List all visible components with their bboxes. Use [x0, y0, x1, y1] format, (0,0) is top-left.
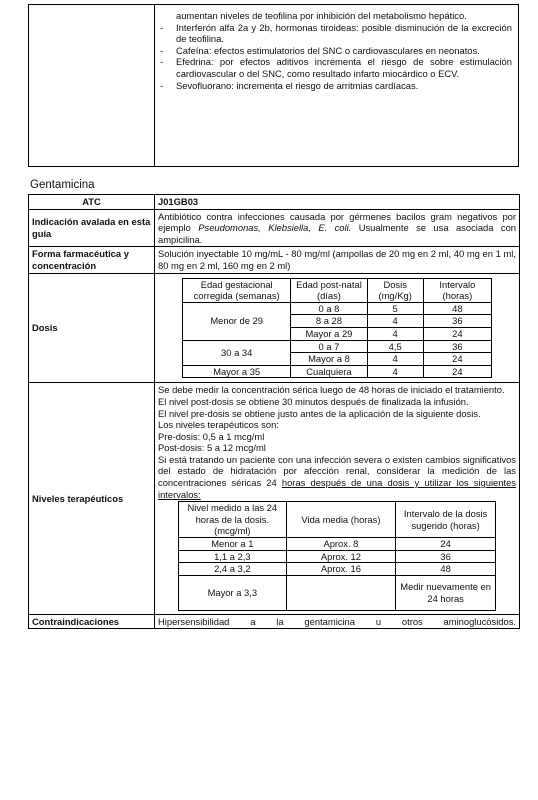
dosis-cell: 36	[423, 315, 491, 328]
dosis-cell: 4	[367, 315, 423, 328]
niveles-severe-text: Si está tratando un paciente con una infección severa o existen cambios significativos del estado de hidratación por afección renal, considerar la medición de las concentraciones séricas 24 horas después de una dosis y utilizar los siguientes intervalos:	[158, 453, 516, 500]
interaction-item: - Sevofluorano: incrementa el riesgo de arritmias cardíacas.	[160, 79, 419, 91]
niveles-cell: 1,1 a 2,3	[179, 550, 287, 563]
niveles-cell: Menor a 1	[179, 538, 287, 551]
atc-value: J01GB03	[155, 195, 520, 210]
niveles-line: El nivel pre-dosis se obtiene justo antes de la aplicación de la siguiente dosis.	[158, 407, 481, 419]
dosis-cell: 8 a 28	[291, 315, 367, 328]
form-label: Forma farmacéutica y concentración	[29, 247, 155, 273]
niveles-data-row	[179, 575, 496, 610]
dosis-cell: 5	[367, 302, 423, 315]
niveles-table	[178, 501, 496, 611]
dosis-cell: 4	[367, 365, 423, 378]
interactions-list	[160, 10, 512, 91]
niveles-cell: Aprox. 16	[286, 563, 396, 576]
niveles-cell: Aprox. 8	[286, 538, 396, 551]
niveles-data-row	[179, 538, 496, 551]
dosis-cell: 0 a 8	[291, 302, 367, 315]
niveles-label: Niveles terapéuticos	[29, 383, 155, 615]
niveles-line: Pre-dosis: 0,5 a 1 mcg/ml	[158, 430, 265, 442]
dosis-cell: 4,5	[367, 340, 423, 353]
drug-title: Gentamicina	[30, 179, 95, 191]
dosis-label: Dosis	[29, 273, 155, 383]
indication-text: Antibiótico contra infecciones causada por gérmenes bacilos gram negativos por ejemplo Pseudomonas, Klebsiella, E. coli. Usualmente se usa asociada con ampicilina.	[155, 209, 520, 247]
form-row	[29, 247, 520, 273]
contra-text: Hipersensibilidad a la gentamicina u otros aminoglucósidos.	[155, 614, 520, 629]
interaction-item: - Efedrina: por efectos aditivos incrementa el riesgo de sobre estimulación cardiovascular o del SNC, como resultado infarto miocárdico o ECV.	[160, 56, 512, 79]
niveles-cell: 24	[396, 538, 496, 551]
interaction-item: aumentan niveles de teofilina por inhibición del metabolismo hepático.	[176, 10, 467, 21]
niveles-data-row	[179, 550, 496, 563]
dosis-cell: Mayor a 8	[291, 353, 367, 366]
dosis-cell: 48	[423, 302, 491, 315]
dosis-header: Intervalo (horas)	[423, 278, 491, 302]
dosis-header: Dosis (mg/Kg)	[367, 278, 423, 302]
niveles-cell: 48	[396, 563, 496, 576]
niveles-line: Se debe medir la concentración sérica luego de 48 horas de iniciado el tratamiento.	[158, 384, 505, 396]
dosis-cell: 24	[423, 327, 491, 340]
dosis-gest-cell: Menor de 29	[183, 302, 291, 340]
dosis-cell: 4	[367, 327, 423, 340]
niveles-text	[155, 383, 520, 615]
dosis-cell: 4	[367, 353, 423, 366]
dosis-row-data	[183, 340, 492, 353]
dosis-row-data	[183, 302, 492, 315]
form-text: Solución inyectable 10 mg/mL - 80 mg/ml (ampollas de 20 mg en 2 ml, 40 mg en 1 ml, 80 mg en 2 ml, 160 mg en 2 ml)	[155, 247, 520, 273]
niveles-cell: 36	[396, 550, 496, 563]
contra-row	[29, 614, 520, 629]
dosis-table	[182, 278, 492, 379]
interaction-item: - Cafeína: efectos estimulatorios del SNC o cardiovasculares en neonatos.	[160, 44, 480, 56]
niveles-cell	[286, 575, 396, 610]
niveles-data-row	[179, 563, 496, 576]
dosis-cell: Mayor a 29	[291, 327, 367, 340]
dosis-header-row	[183, 278, 492, 302]
niveles-header-row	[179, 502, 496, 538]
atc-label: ATC	[29, 195, 155, 210]
indication-label: Indicación avalada en esta guía	[29, 209, 155, 247]
dosis-cell: 24	[423, 365, 491, 378]
niveles-row	[29, 383, 520, 615]
dosis-gest-cell: 30 a 34	[183, 340, 291, 365]
niveles-header: Intervalo de la dosis sugerido (horas)	[396, 502, 496, 538]
niveles-cell: 2,4 a 3,2	[179, 563, 287, 576]
dosis-row	[29, 273, 520, 383]
niveles-line: Post-dosis: 5 a 12 mcg/ml	[158, 442, 266, 454]
dosis-cell: Cualquiera	[291, 365, 367, 378]
niveles-line: Los niveles terapéuticos son:	[158, 419, 279, 431]
niveles-cell: Aprox. 12	[286, 550, 396, 563]
dosis-gest-cell: Mayor a 35	[183, 365, 291, 378]
niveles-cell: Medir nuevamente en 24 horas	[396, 575, 496, 610]
dosis-cell: 24	[423, 353, 491, 366]
interactions-continuation-box	[28, 4, 519, 167]
niveles-line: El nivel post-dosis se obtiene 30 minutos después de finalizada la infusión.	[158, 395, 469, 407]
drug-monograph-table	[28, 194, 520, 629]
interaction-item: - Interferón alfa 2a y 2b, hormonas tiroideas: posible disminución de la excreción de teofilina.	[160, 21, 512, 45]
niveles-header: Nivel medido a las 24 horas de la dosis. (mcg/ml)	[179, 502, 287, 538]
column-divider	[154, 5, 155, 166]
dosis-header: Edad post-natal (días)	[291, 278, 367, 302]
indication-row	[29, 209, 520, 247]
contra-label: Contraindicaciones	[29, 614, 155, 629]
dosis-header: Edad gestacional corregida (semanas)	[183, 278, 291, 302]
niveles-cell: Mayor a 3,3	[179, 575, 287, 610]
dosis-cell: 36	[423, 340, 491, 353]
niveles-header: Vida media (horas)	[286, 502, 396, 538]
dosis-cell: 0 a 7	[291, 340, 367, 353]
dosis-row-data	[183, 365, 492, 378]
atc-row	[29, 195, 520, 210]
